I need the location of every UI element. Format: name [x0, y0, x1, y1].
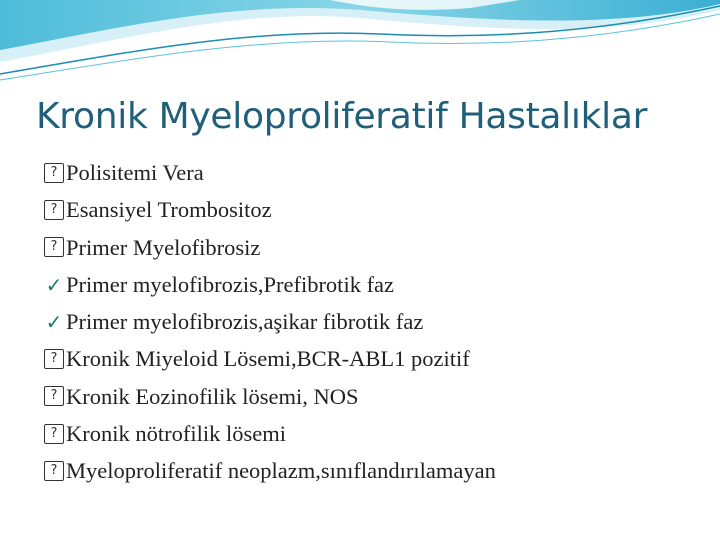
list-item-text: Primer Myelofibrosiz: [66, 234, 261, 260]
replacement-char-icon: [44, 349, 64, 369]
list-item: [44, 266, 704, 303]
list-item-text: Primer myelofibrozis,aşikar fibrotik faz: [66, 309, 424, 335]
replacement-char-icon: [44, 200, 64, 220]
list-item-text: Esansiyel Trombositoz: [66, 197, 272, 223]
replacement-char-icon: [44, 237, 64, 257]
list-item: [44, 154, 704, 191]
replacement-char-icon: [44, 461, 64, 481]
header-wave-decoration: [0, 0, 720, 90]
list-item-text: Kronik nötrofilik lösemi: [66, 421, 286, 447]
list-item-text: Primer myelofibrozis,Prefibrotik faz: [66, 271, 395, 297]
replacement-char-icon: [44, 386, 64, 406]
list-item: [44, 303, 704, 340]
list-item-text: Polisitemi Vera: [66, 160, 204, 185]
check-icon: [44, 312, 64, 332]
replacement-char-icon: [44, 163, 64, 183]
list-item: [44, 452, 704, 489]
list-item: [44, 229, 704, 266]
list-item: [44, 415, 704, 452]
list-item: [44, 191, 704, 228]
replacement-char-icon: [44, 424, 64, 444]
list-item-text: Kronik Miyeloid Lösemi,BCR-ABL1 pozitif: [66, 346, 470, 372]
list-item: [44, 378, 704, 415]
slide-title: Kronik Myeloproliferatif Hastalıklar: [36, 96, 648, 137]
list-item-text: Kronik Eozinofilik lösemi, NOS: [66, 383, 359, 409]
list-item-text: Myeloproliferatif neoplazm,sınıflandırılamayan: [66, 458, 496, 484]
list-item: [44, 340, 704, 377]
bullet-list: [44, 154, 704, 490]
check-icon: [44, 275, 64, 295]
